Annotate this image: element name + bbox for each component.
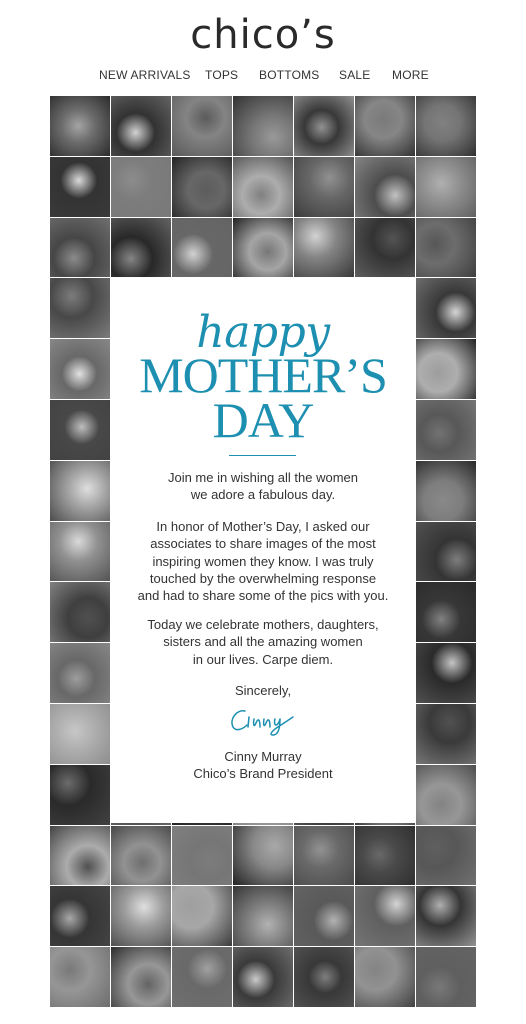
collage-photo bbox=[415, 95, 476, 157]
collage-photo bbox=[110, 825, 172, 887]
collage-photo bbox=[415, 946, 476, 1007]
collage-photo bbox=[232, 156, 294, 218]
collage-photo bbox=[293, 885, 355, 947]
brand-logo[interactable]: chico’s bbox=[190, 12, 336, 58]
text-line: Join me in wishing all the women bbox=[167, 470, 359, 485]
collage-photo bbox=[110, 885, 172, 947]
collage-photo bbox=[110, 217, 172, 279]
nav-sale[interactable]: SALE bbox=[339, 68, 371, 82]
collage-photo bbox=[171, 156, 233, 218]
nav-tops[interactable]: TOPS bbox=[205, 68, 239, 82]
collage-photo bbox=[171, 217, 233, 279]
collage-photo bbox=[110, 946, 172, 1007]
collage-photo bbox=[354, 885, 416, 947]
collage-photo bbox=[49, 946, 111, 1007]
collage-photo bbox=[232, 217, 294, 279]
signer-name: Cinny Murray bbox=[224, 749, 302, 764]
collage-photo bbox=[49, 703, 111, 765]
collage-photo bbox=[415, 764, 476, 826]
collage-photo bbox=[415, 156, 476, 218]
collage-photo bbox=[171, 825, 233, 887]
collage-photo bbox=[232, 825, 294, 887]
collage-photo bbox=[415, 825, 476, 887]
divider bbox=[229, 455, 296, 456]
collage-photo bbox=[171, 885, 233, 947]
paragraph-body bbox=[111, 518, 415, 604]
collage-photo bbox=[110, 95, 172, 157]
collage-photo bbox=[415, 217, 476, 279]
text-line: sisters and all the amazing women bbox=[163, 634, 363, 650]
nav-new-arrivals[interactable]: NEW ARRIVALS bbox=[99, 68, 191, 82]
paragraph-intro bbox=[111, 469, 415, 504]
collage-photo bbox=[49, 885, 111, 947]
collage-photo bbox=[354, 946, 416, 1007]
text-line: and had to share some of the pics with you. bbox=[137, 588, 389, 604]
letter-panel bbox=[111, 278, 415, 823]
collage-photo bbox=[110, 156, 172, 218]
signature-image bbox=[223, 699, 303, 739]
collage-photo bbox=[49, 460, 111, 522]
collage-photo bbox=[354, 217, 416, 279]
headline-happy: happy bbox=[196, 307, 330, 358]
collage-photo bbox=[293, 95, 355, 157]
collage-photo bbox=[49, 581, 111, 643]
collage-photo bbox=[415, 703, 476, 765]
text-line: in our lives. Carpe diem. bbox=[192, 651, 334, 667]
collage-photo bbox=[415, 399, 476, 461]
nav-more[interactable]: MORE bbox=[392, 68, 429, 82]
collage-photo bbox=[293, 946, 355, 1007]
signer-block bbox=[111, 748, 415, 782]
collage-photo bbox=[232, 885, 294, 947]
headline-mothers: MOTHER’S bbox=[139, 347, 387, 403]
collage-photo bbox=[171, 946, 233, 1007]
text-line: Today we celebrate mothers, daughters, bbox=[147, 617, 379, 632]
collage-photo bbox=[49, 95, 111, 157]
collage-photo bbox=[415, 521, 476, 583]
text-line: we adore a fabulous day. bbox=[190, 487, 336, 503]
nav-bottoms[interactable]: BOTTOMS bbox=[259, 68, 320, 82]
collage-photo bbox=[415, 338, 476, 400]
collage-photo bbox=[232, 946, 294, 1007]
headline-day: DAY bbox=[212, 392, 314, 448]
collage-photo bbox=[232, 95, 294, 157]
text-line: inspiring women they know. I was truly bbox=[152, 553, 374, 569]
main-nav bbox=[0, 68, 526, 86]
collage-photo bbox=[354, 156, 416, 218]
collage-photo bbox=[415, 460, 476, 522]
signer-title: Chico’s Brand President bbox=[193, 766, 333, 781]
collage-photo bbox=[293, 825, 355, 887]
collage-photo bbox=[49, 521, 111, 583]
collage-photo bbox=[293, 156, 355, 218]
closing-salutation: Sincerely, bbox=[234, 683, 292, 698]
collage-photo bbox=[354, 95, 416, 157]
collage-photo bbox=[354, 825, 416, 887]
collage-photo bbox=[49, 399, 111, 461]
collage-photo bbox=[49, 825, 111, 887]
paragraph-closing bbox=[111, 616, 415, 668]
collage-photo bbox=[49, 217, 111, 279]
collage-photo bbox=[49, 156, 111, 218]
collage-photo bbox=[49, 338, 111, 400]
text-line: In honor of Mother’s Day, I asked our bbox=[156, 519, 370, 534]
collage-photo bbox=[49, 277, 111, 339]
collage-photo bbox=[49, 764, 111, 826]
collage-photo bbox=[415, 581, 476, 643]
collage-photo bbox=[415, 277, 476, 339]
text-line: associates to share images of the most bbox=[150, 536, 376, 552]
collage-photo bbox=[415, 642, 476, 704]
collage-photo bbox=[171, 95, 233, 157]
text-line: touched by the overwhelming response bbox=[149, 570, 377, 586]
collage-photo bbox=[415, 885, 476, 947]
collage-photo bbox=[293, 217, 355, 279]
collage-photo bbox=[49, 642, 111, 704]
